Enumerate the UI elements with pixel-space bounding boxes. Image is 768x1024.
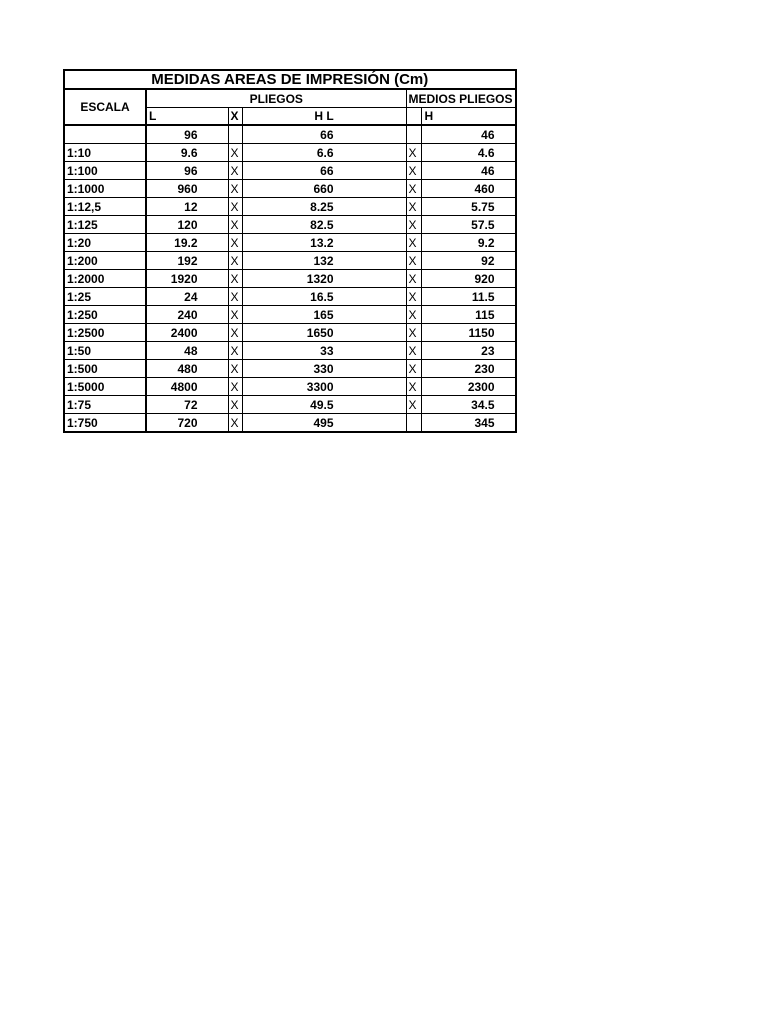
x2-cell: X: [406, 288, 422, 306]
x-cell: X: [228, 198, 242, 216]
x2-cell: X: [406, 378, 422, 396]
l-header: L: [146, 108, 228, 126]
hl-cell: 13.2: [242, 234, 406, 252]
escala-cell: 1:10: [64, 144, 146, 162]
l-cell: 480: [146, 360, 228, 378]
escala-cell: 1:12,5: [64, 198, 146, 216]
hl-header: H L: [242, 108, 406, 126]
escala-cell: 1:750: [64, 414, 146, 433]
table-row: [64, 324, 516, 342]
table-row: [64, 234, 516, 252]
table-row: [64, 306, 516, 324]
pliegos-header: PLIEGOS: [146, 89, 406, 108]
escala-cell: 1:250: [64, 306, 146, 324]
h-cell: 345: [474, 415, 495, 430]
x-cell: X: [228, 144, 242, 162]
escala-cell: 1:5000: [64, 378, 146, 396]
l-cell: 2400: [146, 324, 228, 342]
escala-cell: [64, 125, 146, 144]
h-cell: 460: [422, 180, 516, 198]
h-cell: 34.5: [422, 396, 516, 414]
table-row: [64, 180, 516, 198]
h-cell: 920: [422, 270, 516, 288]
h-cell: 4.6: [422, 144, 516, 162]
x-cell: X: [228, 378, 242, 396]
x2-cell: X: [406, 270, 422, 288]
x-cell: [228, 125, 242, 144]
l-cell: 96: [146, 125, 228, 144]
x2-cell: X: [406, 234, 422, 252]
x2-cell: X: [406, 162, 422, 180]
l-cell: 192: [146, 252, 228, 270]
x-cell: X: [228, 342, 242, 360]
x2-cell: X: [406, 360, 422, 378]
x-cell: X: [228, 288, 242, 306]
hl-cell: 495: [313, 415, 334, 430]
x-cell: X: [228, 180, 242, 198]
h-cell: 1150: [422, 324, 516, 342]
h-cell: 92: [422, 252, 516, 270]
table-row: [64, 198, 516, 216]
l-cell: 1920: [146, 270, 228, 288]
hl-cell: 66: [242, 162, 406, 180]
l-cell: 9.6: [146, 144, 228, 162]
x2-cell: X: [406, 306, 422, 324]
escala-cell: 1:200: [64, 252, 146, 270]
h-cell: 9.2: [422, 234, 516, 252]
x2-cell: X: [406, 396, 422, 414]
x2-cell: X: [406, 180, 422, 198]
l-cell: 720: [177, 415, 198, 430]
table-row: [64, 162, 516, 180]
table-row: [64, 288, 516, 306]
table-row: [64, 342, 516, 360]
x-cell: X: [228, 270, 242, 288]
l-cell: 72: [146, 396, 228, 414]
l-cell: 48: [146, 342, 228, 360]
escala-cell: 1:2000: [64, 270, 146, 288]
escala-cell: 1:100: [64, 162, 146, 180]
x2-header: [406, 108, 422, 126]
hl-cell: 132: [242, 252, 406, 270]
table-row: [64, 144, 516, 162]
x-cell: X: [228, 234, 242, 252]
hl-cell: 6.6: [242, 144, 406, 162]
escala-cell: 1:25: [64, 288, 146, 306]
x-cell: X: [228, 306, 242, 324]
h-cell: 23: [422, 342, 516, 360]
escala-header: ESCALA: [64, 89, 146, 125]
l-cell: 960: [146, 180, 228, 198]
x-header: X: [228, 108, 242, 126]
x-cell: X: [228, 324, 242, 342]
h-cell: 115: [422, 306, 516, 324]
x2-cell: X: [406, 324, 422, 342]
hl-cell: 1320: [242, 270, 406, 288]
print-area-table: [63, 69, 517, 433]
escala-cell: 1:500: [64, 360, 146, 378]
escala-cell: 1:20: [64, 234, 146, 252]
hl-cell: 660: [242, 180, 406, 198]
l-cell: 24: [146, 288, 228, 306]
x-cell: X: [228, 216, 242, 234]
table-row: [64, 360, 516, 378]
x2-cell: [406, 414, 422, 433]
l-cell: 12: [146, 198, 228, 216]
escala-cell: 1:2500: [64, 324, 146, 342]
x-cell: X: [228, 162, 242, 180]
hl-cell: 330: [242, 360, 406, 378]
hl-cell: 33: [242, 342, 406, 360]
medios-pliegos-header: MEDIOS PLIEGOS: [406, 89, 516, 108]
escala-cell: 1:75: [64, 396, 146, 414]
l-cell: 96: [146, 162, 228, 180]
table-row: [64, 396, 516, 414]
x2-cell: X: [406, 198, 422, 216]
hl-cell: 3300: [242, 378, 406, 396]
h-cell: 5.75: [422, 198, 516, 216]
hl-cell: 49.5: [242, 396, 406, 414]
hl-cell: 165: [242, 306, 406, 324]
hl-cell: 16.5: [242, 288, 406, 306]
l-cell: 240: [146, 306, 228, 324]
l-cell: 120: [146, 216, 228, 234]
h-cell: 11.5: [422, 288, 516, 306]
x2-cell: X: [406, 144, 422, 162]
x2-cell: X: [406, 216, 422, 234]
table-row: [64, 270, 516, 288]
hl-cell: 1650: [242, 324, 406, 342]
x2-cell: [406, 125, 422, 144]
hl-cell: 8.25: [242, 198, 406, 216]
escala-cell: 1:1000: [64, 180, 146, 198]
x-cell: X: [228, 414, 242, 433]
h-cell: 57.5: [422, 216, 516, 234]
table-title: MEDIDAS AREAS DE IMPRESIÓN (Cm): [64, 70, 516, 89]
hl-cell: 82.5: [242, 216, 406, 234]
h-cell: 2300: [422, 378, 516, 396]
h-cell: 46: [422, 125, 516, 144]
x-cell: X: [228, 396, 242, 414]
x2-cell: X: [406, 252, 422, 270]
l-cell: 4800: [146, 378, 228, 396]
l-cell: 19.2: [146, 234, 228, 252]
table-row: [64, 125, 516, 144]
h-cell: 46: [422, 162, 516, 180]
h-header: H: [422, 108, 516, 126]
h-cell: 230: [422, 360, 516, 378]
x2-cell: X: [406, 342, 422, 360]
x-cell: X: [228, 252, 242, 270]
table-row: [64, 216, 516, 234]
table-row: [64, 252, 516, 270]
escala-cell: 1:125: [64, 216, 146, 234]
x-cell: X: [228, 360, 242, 378]
table-row: [64, 414, 516, 433]
hl-cell: 66: [242, 125, 406, 144]
table-row: [64, 378, 516, 396]
escala-cell: 1:50: [64, 342, 146, 360]
